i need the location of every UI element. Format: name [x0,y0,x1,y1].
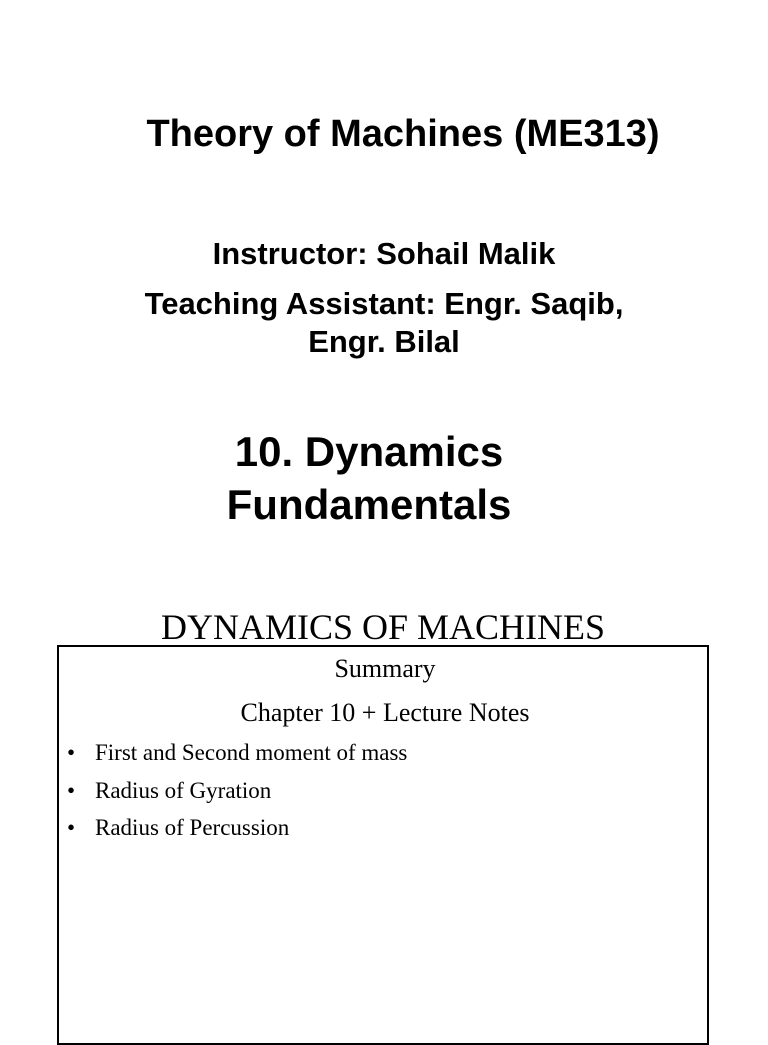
section-heading: DYNAMICS OF MACHINES [160,607,606,647]
teaching-assistant-line-1: Teaching Assistant: Engr. Saqib, [144,286,624,321]
topic-text: First and Second moment of mass [95,740,408,765]
topic-text: Radius of Gyration [95,777,272,803]
lecture-title-line-2: Fundamentals [226,481,512,528]
bullet-icon: • [67,777,76,803]
topic-text: Radius of Percussion [95,815,290,840]
chapter-label: Chapter 10 + Lecture Notes [240,698,530,727]
lecture-title-line-1: 10. Dynamics [234,428,504,475]
summary-label: Summary [334,654,436,683]
list-item [59,739,699,777]
list-item [59,777,699,815]
summary-box [57,645,709,1045]
instructor-line: Instructor: Sohail Malik [212,236,556,271]
teaching-assistant-line-2: Engr. Bilal [308,324,460,359]
topic-list [59,739,699,852]
list-item [59,814,699,852]
teaching-assistant-block [0,285,768,361]
bullet-icon: • [67,740,76,765]
bullet-icon: • [67,815,76,840]
course-title: Theory of Machines (ME313) [146,113,660,155]
lecture-title [0,425,738,531]
